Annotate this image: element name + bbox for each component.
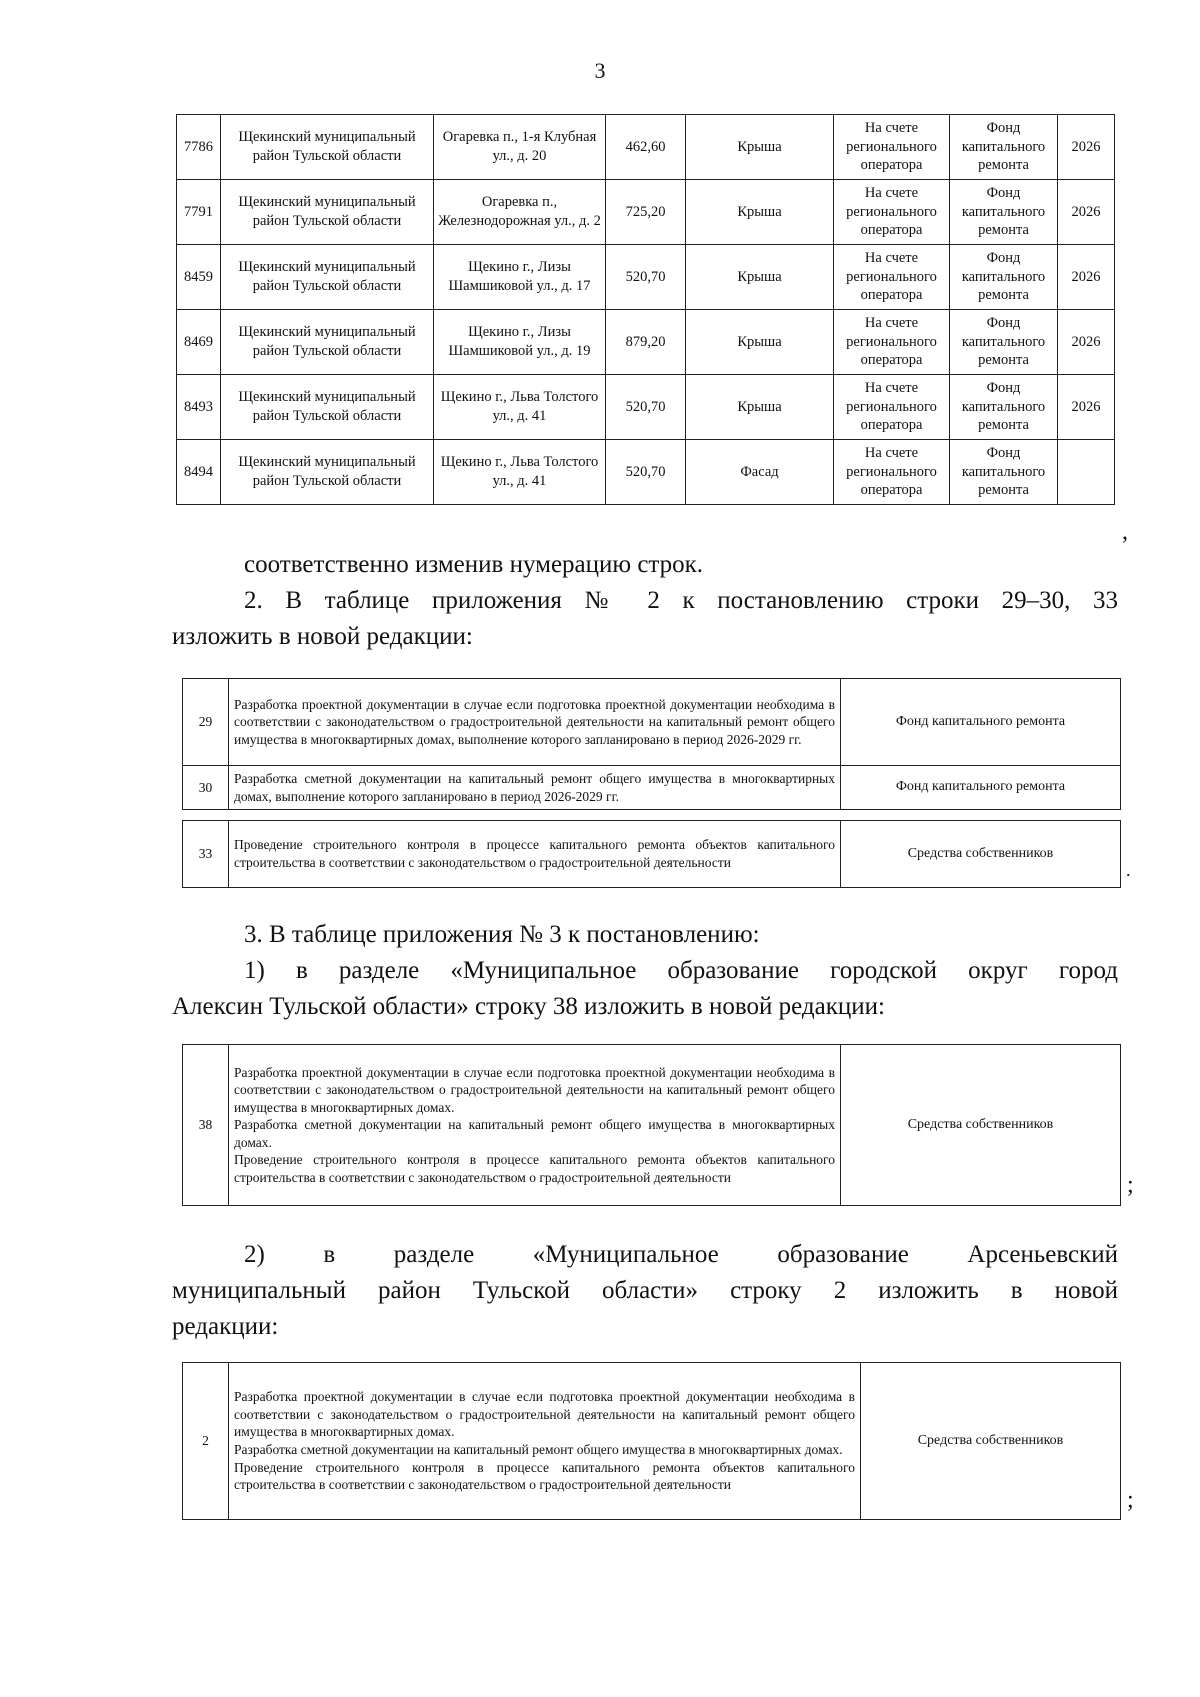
paragraph-3-1-line2: Алексин Тульской области» строку 38 изложить в новой редакции: bbox=[172, 993, 885, 1020]
table-row bbox=[183, 1363, 1121, 1520]
table-row bbox=[183, 821, 1121, 888]
work-description-cell: Разработка проектной документации в случае если подготовка проектной документации необходима в соответствии с законодательством о градостроительной деятельности на капитальный ремонт общего имущества в многоквартирных домах, выполнение которого запланировано в период 2026-2029 гг. bbox=[229, 679, 841, 766]
element-cell: Крыша bbox=[686, 245, 834, 310]
year-cell bbox=[1058, 440, 1115, 505]
table-row bbox=[177, 115, 1115, 180]
row-number: 8459 bbox=[177, 245, 221, 310]
table-row bbox=[183, 679, 1121, 766]
work-control-text: Проведение строительного контроля в процессе капитального ремонта объектов капитального строительства в соответствии с законодательством о градостроительной деятельности bbox=[234, 1152, 835, 1185]
account-cell: На счете регионального оператора bbox=[834, 115, 950, 180]
appendix2-table-row-33 bbox=[182, 820, 1121, 888]
area-cell: 520,70 bbox=[606, 245, 686, 310]
year-cell: 2026 bbox=[1058, 115, 1115, 180]
municipality-cell: Щекинский муниципальный район Тульской области bbox=[221, 310, 434, 375]
table-row bbox=[183, 1045, 1121, 1206]
funding-source-cell: Средства собственников bbox=[841, 1045, 1121, 1206]
table1-end-comma: , bbox=[1122, 519, 1128, 545]
source-cell: Фонд капитального ремонта bbox=[950, 245, 1058, 310]
element-cell: Крыша bbox=[686, 310, 834, 375]
area-cell: 725,20 bbox=[606, 180, 686, 245]
element-cell: Фасад bbox=[686, 440, 834, 505]
paragraph-3: 3. В таблице приложения № 3 к постановлению: bbox=[244, 921, 760, 948]
element-cell: Крыша bbox=[686, 115, 834, 180]
table5-end-semicolon: ; bbox=[1127, 1487, 1134, 1513]
table3-end-period: . bbox=[1126, 860, 1131, 880]
area-cell: 462,60 bbox=[606, 115, 686, 180]
work-description-cell: Проведение строительного контроля в процессе капитального ремонта объектов капитального строительства в соответствии с законодательством о градостроительной деятельности bbox=[229, 821, 841, 888]
houses-table bbox=[176, 114, 1115, 505]
area-cell: 879,20 bbox=[606, 310, 686, 375]
renumber-paragraph: соответственно изменив нумерацию строк. bbox=[244, 551, 704, 578]
paragraph-2-line1: 2. В таблице приложения № 2 к постановлению строки 29–30, 33 bbox=[244, 587, 1118, 614]
area-cell: 520,70 bbox=[606, 440, 686, 505]
account-cell: На счете регионального оператора bbox=[834, 440, 950, 505]
year-cell: 2026 bbox=[1058, 180, 1115, 245]
paragraph-3-2-line3: редакции: bbox=[172, 1313, 279, 1340]
paragraph-2-line2: изложить в новой редакции: bbox=[172, 623, 473, 650]
address-cell: Щекино г., Льва Толстого ул., д. 41 bbox=[434, 440, 606, 505]
work-description-cell: Разработка сметной документации на капитальный ремонт общего имущества в многоквартирных домах, выполнение которого запланировано в период 2026-2029 гг. bbox=[229, 766, 841, 810]
table-row bbox=[177, 375, 1115, 440]
row-number: 7786 bbox=[177, 115, 221, 180]
page-number: 3 bbox=[594, 58, 606, 83]
address-cell: Огаревка п., 1-я Клубная ул., д. 20 bbox=[434, 115, 606, 180]
work-design-text: Разработка проектной документации в случае если подготовка проектной документации необходима в соответствии с законодательством о градостроительной деятельности на капитальный ремонт общего имущества в многоквартирных домах. bbox=[234, 1064, 835, 1115]
work-description-cell bbox=[229, 1045, 841, 1206]
row-number: 29 bbox=[183, 679, 229, 766]
element-cell: Крыша bbox=[686, 375, 834, 440]
year-cell: 2026 bbox=[1058, 245, 1115, 310]
funding-source-cell: Фонд капитального ремонта bbox=[841, 679, 1121, 766]
row-number: 2 bbox=[183, 1363, 229, 1520]
account-cell: На счете регионального оператора bbox=[834, 375, 950, 440]
municipality-cell: Щекинский муниципальный район Тульской области bbox=[221, 245, 434, 310]
work-estimate-text: Разработка сметной документации на капитальный ремонт общего имущества в многоквартирных домах. bbox=[234, 1117, 835, 1150]
row-number: 7791 bbox=[177, 180, 221, 245]
source-cell: Фонд капитального ремонта bbox=[950, 180, 1058, 245]
account-cell: На счете регионального оператора bbox=[834, 310, 950, 375]
appendix3-aleksin-table-row-38 bbox=[182, 1044, 1121, 1206]
account-cell: На счете регионального оператора bbox=[834, 180, 950, 245]
table-row bbox=[177, 245, 1115, 310]
table-row bbox=[177, 180, 1115, 245]
source-cell: Фонд капитального ремонта bbox=[950, 115, 1058, 180]
row-number: 33 bbox=[183, 821, 229, 888]
table-row bbox=[183, 766, 1121, 810]
source-cell: Фонд капитального ремонта bbox=[950, 440, 1058, 505]
area-cell: 520,70 bbox=[606, 375, 686, 440]
address-cell: Огаревка п., Железнодорожная ул., д. 2 bbox=[434, 180, 606, 245]
municipality-cell: Щекинский муниципальный район Тульской области bbox=[221, 440, 434, 505]
source-cell: Фонд капитального ремонта bbox=[950, 310, 1058, 375]
year-cell: 2026 bbox=[1058, 310, 1115, 375]
row-number: 8494 bbox=[177, 440, 221, 505]
funding-source-cell: Фонд капитального ремонта bbox=[841, 766, 1121, 810]
row-number: 8469 bbox=[177, 310, 221, 375]
element-cell: Крыша bbox=[686, 180, 834, 245]
row-number: 38 bbox=[183, 1045, 229, 1206]
address-cell: Щекино г., Лизы Шамшиковой ул., д. 17 bbox=[434, 245, 606, 310]
table-row bbox=[177, 310, 1115, 375]
funding-source-cell: Средства собственников bbox=[841, 821, 1121, 888]
work-description-cell bbox=[229, 1363, 861, 1520]
municipality-cell: Щекинский муниципальный район Тульской области bbox=[221, 375, 434, 440]
year-cell: 2026 bbox=[1058, 375, 1115, 440]
funding-source-cell: Средства собственников bbox=[861, 1363, 1121, 1520]
work-design-text: Разработка проектной документации в случае если подготовка проектной документации необходима в соответствии с законодательством о градостроительной деятельности на капитальный ремонт общего имущества в многоквартирных домах. bbox=[234, 1389, 855, 1440]
account-cell: На счете регионального оператора bbox=[834, 245, 950, 310]
row-number: 8493 bbox=[177, 375, 221, 440]
address-cell: Щекино г., Льва Толстого ул., д. 41 bbox=[434, 375, 606, 440]
paragraph-3-2-line1: 2) в разделе «Муниципальное образование Арсеньевский bbox=[244, 1241, 1118, 1268]
work-estimate-text: Разработка сметной документации на капитальный ремонт общего имущества в многоквартирных домах. bbox=[234, 1442, 843, 1457]
work-control-text: Проведение строительного контроля в процессе капитального ремонта объектов капитального строительства в соответствии с законодательством о градостроительной деятельности bbox=[234, 1459, 855, 1493]
source-cell: Фонд капитального ремонта bbox=[950, 375, 1058, 440]
table4-end-semicolon: ; bbox=[1127, 1172, 1134, 1198]
appendix3-arsenyevsky-table-row-2 bbox=[182, 1362, 1121, 1520]
appendix2-table-rows-29-30 bbox=[182, 678, 1121, 810]
table-row bbox=[177, 440, 1115, 505]
municipality-cell: Щекинский муниципальный район Тульской области bbox=[221, 180, 434, 245]
paragraph-3-2-line2: муниципальный район Тульской области» строку 2 изложить в новой bbox=[172, 1277, 1118, 1304]
address-cell: Щекино г., Лизы Шамшиковой ул., д. 19 bbox=[434, 310, 606, 375]
paragraph-3-1-line1: 1) в разделе «Муниципальное образование городской округ город bbox=[244, 957, 1118, 984]
municipality-cell: Щекинский муниципальный район Тульской области bbox=[221, 115, 434, 180]
row-number: 30 bbox=[183, 766, 229, 810]
